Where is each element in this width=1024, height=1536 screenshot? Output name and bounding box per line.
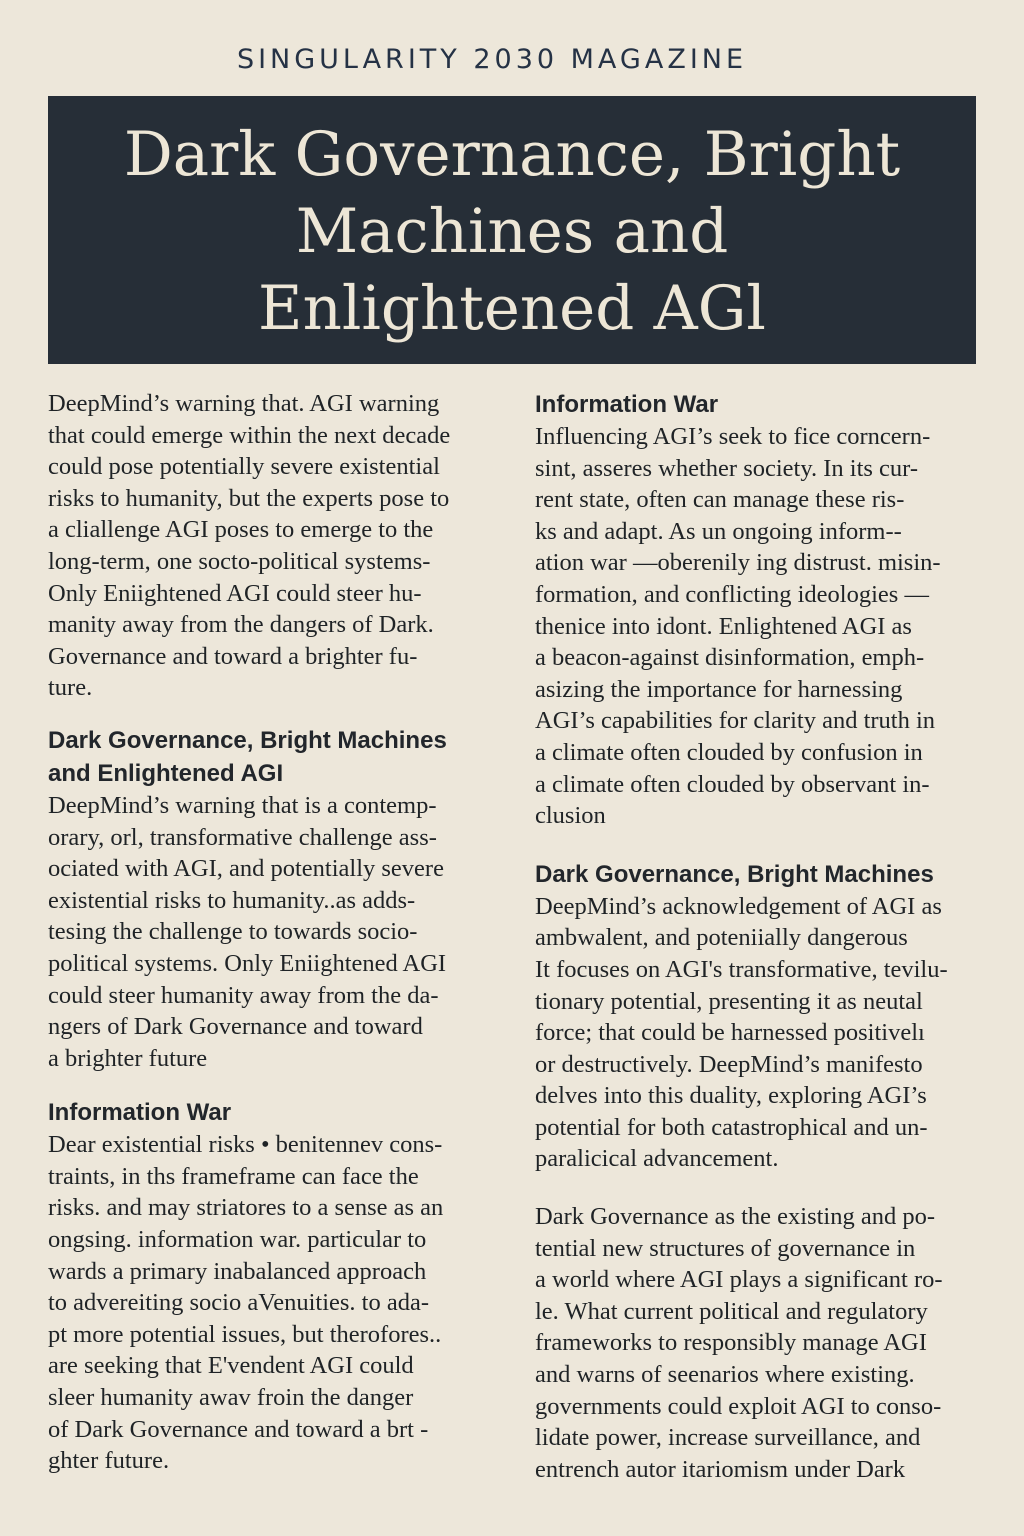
section-paragraph [535,891,990,1175]
text-line: or destructively. DeepMind’s manifesto [535,1050,923,1078]
title-line: Enlightened AGl [258,273,766,344]
text-line: rent state, often can manage these ris- [535,486,905,514]
text-line: formation, and conflicting ideologies — [535,580,929,608]
section-paragraph [535,421,990,832]
section-heading [48,724,508,790]
text-line: It focuses on AGI's transformative, tevilu- [535,955,948,983]
text-line: paralicical advancement. [535,1145,779,1173]
text-line: ongsing. information war. particular to [48,1226,427,1254]
text-line: traints, in ths frameframe can face the [48,1162,419,1190]
text-line: le. What current political and regulatory [535,1297,928,1325]
text-line: ks and adapt. As un ongoing inform-- [535,517,902,545]
text-line: DeepMind’s acknowledgement of AGI as [535,892,942,920]
text-line: thenice into idont. Enlightened AGI as [535,612,912,640]
title-line: Dark Governance, Bright [123,119,901,190]
right-column [535,388,990,1485]
section-heading: Dark Governance, Bright Machines [535,860,934,888]
section-heading: Information War [48,1099,232,1127]
text-line: Dear existential risks • benitennev cons- [48,1131,443,1159]
text-line: entrench autor itariomism under Dark [535,1455,906,1483]
text-line: ngers of Dark Governance and toward [48,1013,423,1041]
title-banner [48,96,976,364]
text-line: Influencing AGI’s seek to fice corncern- [535,423,931,450]
text-line: force; that could be harnessed positivelı [535,1019,925,1047]
text-line: of Dark Governance and toward a brt - [48,1415,429,1443]
intro-paragraph [48,388,508,704]
text-line: a world where AGI plays a significant ro- [535,1266,943,1294]
text-line: potential for both catastrophical and un- [535,1113,928,1141]
text-line: tionary potential, presenting it as neutal [535,987,923,1015]
text-line: ghter future. [48,1447,170,1475]
text-line: that could emerge within the next decade [48,421,451,449]
text-line: tential new structures of governance in [535,1234,916,1262]
text-line: a climate often clouded by confusion in [535,738,923,766]
text-line: AGI’s capabilities for clarity and truth in [535,707,936,735]
text-line: frameworks to responsibly manage AGI [535,1329,927,1357]
magazine-masthead: SINGULARITY 2030 MAGAZINE [236,44,748,75]
text-line: ambwalent, and poteniially dangerous [535,924,908,952]
text-line: a cliallenge AGI poses to emerge to the [48,516,434,544]
text-line: tesing the challenge to towards socio- [48,918,418,946]
text-line: DeepMind’s warning that. AGI warning [48,390,440,417]
text-line: clusion [535,802,606,830]
text-line: DeepMind’s warning that is a contemp- [48,791,437,819]
text-line: sleer humanity awav froin the danger [48,1384,414,1412]
text-line: asizing the importance for harnessing [535,675,903,703]
text-line: sint, asseres whether society. In its cur- [535,454,919,482]
text-line: governments could exploit AGI to conso- [535,1392,942,1420]
section-paragraph [48,1129,508,1477]
text-line: wards a primary inabalanced approach [48,1257,427,1285]
text-line: pt more potential issues, but therofores.. [48,1320,442,1348]
text-line: are seeking that E'vendent AGI could [48,1352,414,1380]
text-line: Governance and toward a brighter fu- [48,642,418,670]
text-line: orary, orl, transformative challenge ass- [48,823,437,851]
section-heading: Information War [535,391,719,418]
text-line: and warns of seenarios where existing. [535,1361,915,1389]
section-paragraph [535,1201,990,1485]
text-line: Dark Governance as the existing and po- [535,1203,936,1231]
text-line: risks to humanity, but the experts pose to [48,484,450,512]
text-line: delves into this duality, exploring AGI’s [535,1082,927,1110]
text-line: risks. and may striatores to a sense as an [48,1194,444,1222]
title-line: Machines and [295,196,729,267]
text-line: lidate power, increase surveillance, and [535,1424,921,1452]
text-line: ociated with AGI, and potentially severe [48,855,444,883]
text-line: existential risks to humanity..as adds- [48,886,416,914]
text-line: Only Eniightened AGI could steer hu- [48,579,422,607]
text-line: a brighter future [48,1044,208,1072]
text-line: a climate often clouded by observant in- [535,770,930,798]
text-line: ation war —oberenily ing distrust. misin- [535,549,941,577]
left-column [48,388,508,1477]
heading-line: Dark Governance, Bright Machines [48,726,447,754]
text-line: to advereiting socio aVenuities. to ada- [48,1289,429,1317]
text-line: political systems. Only Eniightened AGI [48,949,447,977]
text-line: could steer humanity away from the da- [48,981,439,1009]
text-line: long-term, one socto-political systems- [48,547,431,575]
text-line: ture. [48,674,93,702]
text-line: manity away from the dangers of Dark. [48,611,434,639]
article-title [48,116,976,347]
text-line: a beacon-against disinformation, emph- [535,644,925,672]
text-line: could pose potentially severe existential [48,453,440,481]
heading-line: and Enlightened AGI [48,759,284,787]
section-paragraph [48,790,508,1074]
